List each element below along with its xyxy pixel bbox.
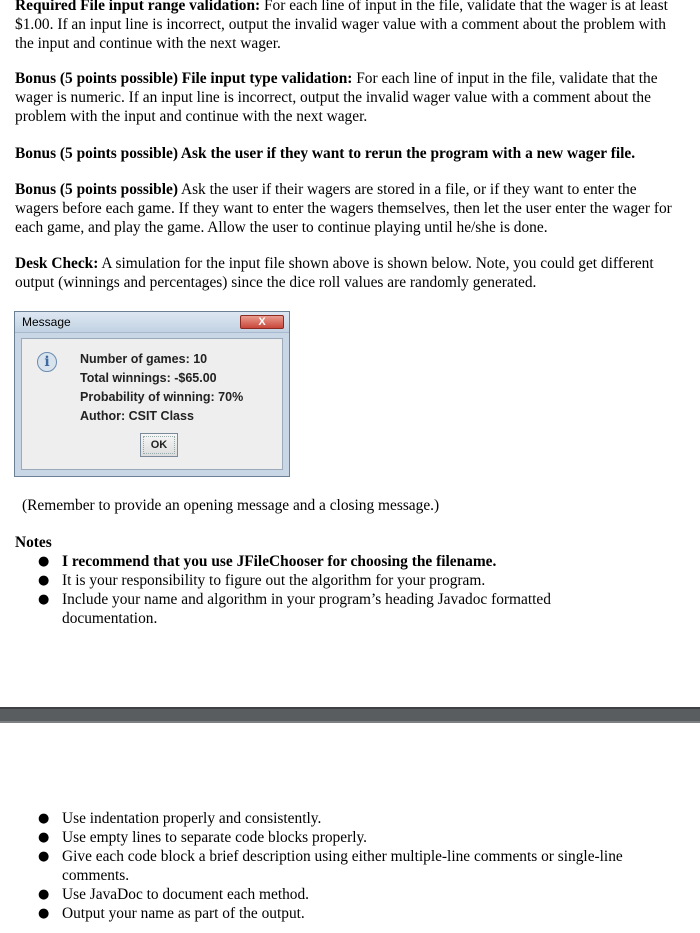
type-validation-paragraph: Bonus (5 points possible) File input type validation: For each line of input in the file, validate that the wager is numeric. If an input line is incorrect, output the invalid wager value with a comment about the problem with the input and continue with the next wager. (15, 70, 658, 125)
desk-check-paragraph: Desk Check: A simulation for the input file shown above is shown below. Note, you could get different output (winnings and percentages) since the dice roll values are randomly generated. (15, 255, 654, 291)
message-dialog (14, 311, 290, 477)
list-item: ● Include your name and algorithm in your program’s heading Javadoc formatted documentation. (38, 591, 551, 627)
ok-button[interactable]: OK (140, 433, 178, 457)
range-validation-paragraph: Required File input range validation: For each line of input in the file, validate that the wager is at least $1.00. If an input line is incorrect, output the invalid wager value with a comment about the problem with the input and continue with the next wager. (15, 0, 668, 52)
bullet-icon: ● (38, 554, 50, 569)
list-item: ● Give each code block a brief description using either multiple-line comments or single-line comments. (38, 848, 623, 884)
rerun-bonus-paragraph: Bonus (5 points possible) Ask the user if they want to rerun the program with a new wager file. (15, 145, 636, 162)
bullet-icon: ● (38, 887, 50, 902)
close-icon: X (258, 316, 266, 328)
bullet-icon: ● (38, 906, 50, 921)
bullet-icon: ● (38, 592, 50, 607)
notes-heading: Notes (15, 534, 52, 551)
user-entry-bonus-paragraph: Bonus (5 points possible) Ask the user if their wagers are stored in a file, or if they want to enter the wagers before each game. If they want to enter the wagers themselves, then let the user enter the wager for each game, and play the game. Allow the user to continue playing until he/she is done. (15, 181, 672, 236)
dialog-title: Message (22, 315, 71, 329)
games-count-text: Number of games: 10 (80, 352, 208, 366)
probability-text: Probability of winning: 70% (80, 390, 244, 404)
info-icon: i (37, 352, 57, 372)
list-item: ● Use indentation properly and consistently. (38, 810, 322, 827)
style-guidelines-list (0, 809, 690, 923)
bullet-icon: ● (38, 849, 50, 864)
list-item: ● Use JavaDoc to document each method. (38, 886, 310, 903)
remember-note: (Remember to provide an opening message and a closing message.) (22, 497, 440, 514)
bullet-icon: ● (38, 830, 50, 845)
bullet-icon: ● (38, 811, 50, 826)
dialog-titlebar[interactable] (15, 312, 289, 333)
notes-list (0, 552, 690, 628)
total-winnings-text: Total winnings: -$65.00 (80, 371, 217, 385)
list-item: ● I recommend that you use JFileChooser for choosing the filename. (38, 553, 497, 570)
author-text: Author: CSIT Class (80, 409, 194, 423)
list-item: ● It is your responsibility to figure out the algorithm for your program. (38, 572, 486, 589)
list-item: ● Use empty lines to separate code blocks properly. (38, 829, 368, 846)
close-button[interactable] (240, 315, 284, 329)
page-break-divider (0, 707, 700, 723)
bullet-icon: ● (38, 573, 50, 588)
dialog-body (21, 338, 283, 470)
list-item: ● Output your name as part of the output. (38, 905, 305, 922)
